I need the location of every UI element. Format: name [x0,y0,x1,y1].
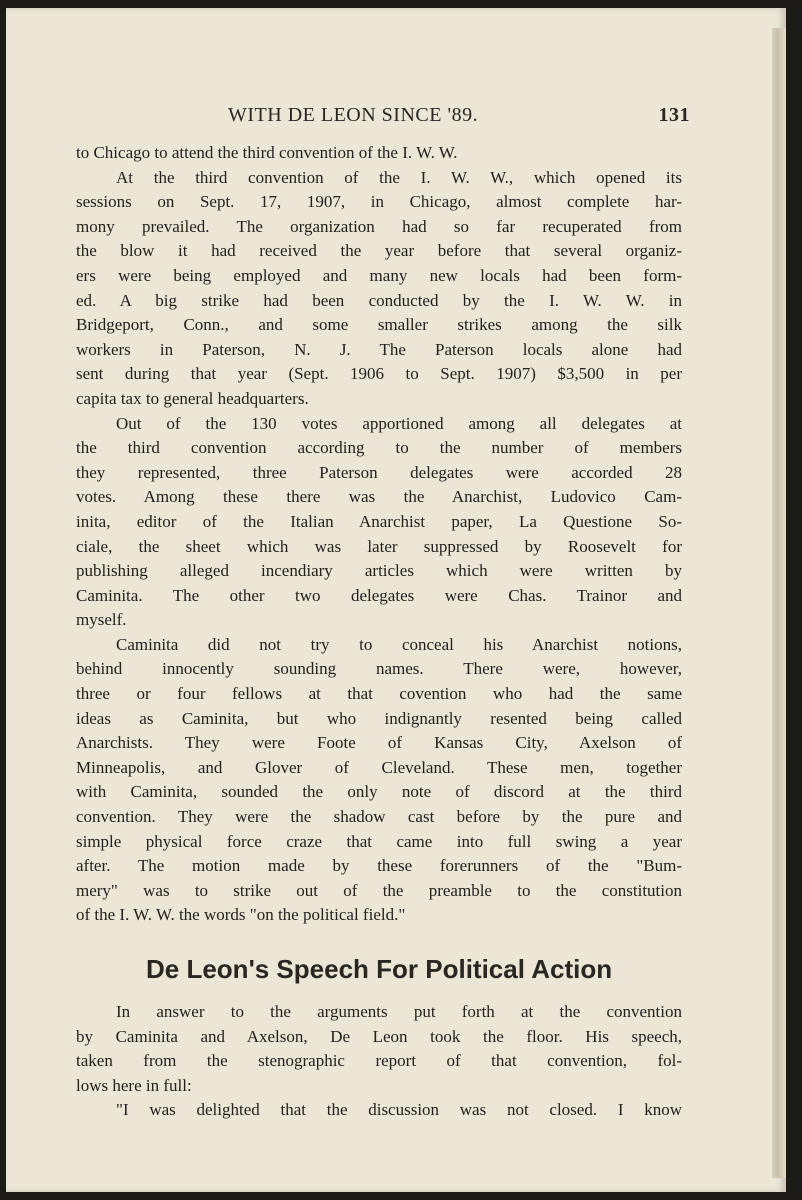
page-number: 131 [658,104,690,126]
text-line: votes. Among these there was the Anarchist, Ludovico Cam- [76,487,682,507]
text-line: mony prevailed. The organization had so far recuperated from [76,216,682,236]
text-line: the third convention according to the number of members [76,438,682,458]
text-line: inita, editor of the Italian Anarchist paper, La Questione So- [76,511,682,531]
running-title: WITH DE LEON SINCE '89. [228,104,479,126]
text-line: Bridgeport, Conn., and some smaller strikes among the silk [76,315,682,335]
page-edge [772,28,786,1178]
text-line: taken from the stenographic report of that convention, fol- [76,1051,682,1071]
text-line: Caminita did not try to conceal his Anarchist notions, [116,634,682,654]
body-text [76,141,682,1123]
text-line: Minneapolis, and Glover of Cleveland. These men, together [76,757,682,777]
text-line: lows here in full: [76,1075,192,1095]
text-line: by Caminita and Axelson, De Leon took the floor. His speech, [76,1026,682,1046]
text-line: sessions on Sept. 17, 1907, in Chicago, almost complete har- [76,192,682,212]
paragraph [76,633,682,928]
text-line: myself. [76,610,127,630]
text-line: the blow it had received the year before that several organiz- [76,241,682,261]
text-line: sent during that year (Sept. 1906 to Sept. 1907) $3,500 in per [76,364,682,384]
text-line: three or four fellows at that covention who had the same [76,684,682,704]
text-line: ed. A big strike had been conducted by the I. W. W. in [76,290,682,310]
paragraph [76,141,682,166]
text-line: At the third convention of the I. W. W., which opened its [116,167,682,187]
section-heading: De Leon's Speech For Political Action [146,954,613,984]
text-line: Anarchists. They were Foote of Kansas City, Axelson of [76,733,682,753]
text-line: "I was delighted that the discussion was not closed. I know [116,1100,682,1120]
text-line: after. The motion made by these forerunners of the "Bum- [76,856,682,876]
paragraph [76,1000,682,1098]
paragraph [76,412,682,633]
text-line: publishing alleged incendiary articles which were written by [76,561,682,581]
text-line: In answer to the arguments put forth at the convention [116,1002,682,1021]
text-line: ers were being employed and many new locals had been form- [76,265,682,285]
text-line: Caminita. The other two delegates were Chas. Trainor and [76,585,682,605]
text-line: they represented, three Paterson delegates were accorded 28 [76,462,682,482]
text-line: mery" was to strike out of the preamble to the constitution [76,880,682,900]
text-line: with Caminita, sounded the only note of discord at the third [76,782,682,802]
text-line: Out of the 130 votes apportioned among all delegates at [116,413,682,433]
text-line: ideas as Caminita, but who indignantly resented being called [76,708,682,728]
paragraph [76,1098,682,1123]
paragraph [76,166,682,412]
text-line: of the I. W. W. the words "on the political field." [76,905,406,925]
text-line: behind innocently sounding names. There were, however, [76,659,682,679]
running-header [228,104,690,127]
text-line: capita tax to general headquarters. [76,388,309,408]
text-line: ciale, the sheet which was later suppressed by Roosevelt for [76,536,682,556]
text-line: to Chicago to attend the third convention of the I. W. W. [76,143,458,162]
text-line: convention. They were the shadow cast before by the pure and [76,807,682,827]
text-line: workers in Paterson, N. J. The Paterson locals alone had [76,339,682,359]
text-line: simple physical force craze that came into full swing a year [76,831,682,851]
